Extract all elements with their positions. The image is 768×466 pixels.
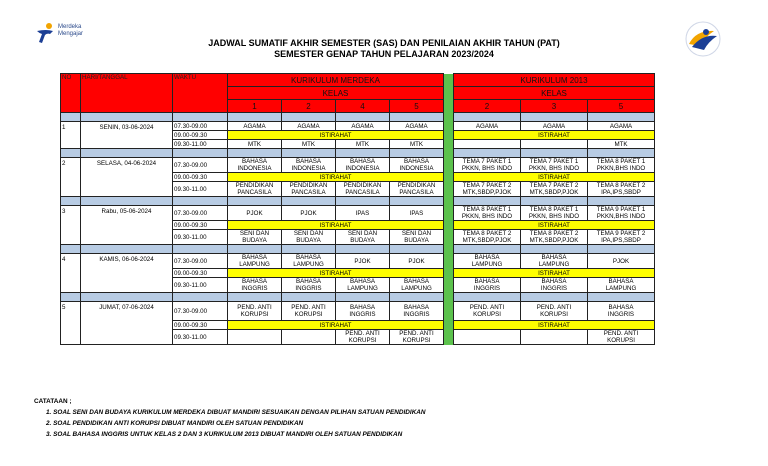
subject-cell: PJOK — [282, 206, 336, 221]
subject-line: TEMA 8 PAKET 2 — [529, 230, 579, 237]
day-date: SELASA, 04-06-2024 — [81, 158, 173, 197]
subject-cell: IPAS — [336, 206, 390, 221]
subject-line: BUDAYA — [350, 237, 375, 244]
subject-cell — [390, 158, 444, 173]
subject-line: TEMA 8 PAKET 2 — [596, 182, 646, 189]
spacer-cell — [228, 149, 282, 158]
subject-line: BUDAYA — [242, 237, 267, 244]
break-label-merdeka: ISTIRAHAT — [228, 221, 444, 230]
subject-line: PKKN,BHS INDO — [596, 165, 646, 172]
subject-cell — [228, 330, 282, 345]
subject-line: MTK,SBDP,PJOK — [529, 189, 579, 196]
subject-line: BAHASA — [608, 278, 634, 285]
day-spacer-row — [61, 293, 655, 302]
subject-line: BUDAYA — [404, 237, 429, 244]
subject-cell: PJOK — [228, 206, 282, 221]
subject-cell — [282, 254, 336, 269]
subject-line: SENI DAN — [347, 230, 378, 237]
time-slot: 09.00-09.30 — [173, 321, 228, 330]
subject-line: PEND. ANTI — [237, 304, 272, 311]
subject-line: TEMA 7 PAKET 1 — [529, 158, 579, 165]
header-kelas-2013: KELAS — [454, 87, 655, 100]
spacer-cell — [228, 197, 282, 206]
subject-cell: AGAMA — [282, 122, 336, 131]
subject-line: KORUPSI — [607, 337, 635, 344]
subject-line: MTK,SBDP,PJOK — [462, 237, 512, 244]
spacer-cell — [454, 197, 521, 206]
subject-cell — [588, 330, 655, 345]
break-label-merdeka: ISTIRAHAT — [228, 321, 444, 330]
subject-line: TEMA 8 PAKET 1 — [596, 158, 646, 165]
subject-cell — [588, 278, 655, 293]
subject-line: INGGRIS — [607, 311, 635, 318]
time-slot: 07.30-09.00 — [173, 122, 228, 131]
subject-cell — [521, 254, 588, 269]
day-date: Rabu, 05-06-2024 — [81, 206, 173, 245]
schedule-row — [61, 254, 655, 269]
spacer-cell — [521, 197, 588, 206]
subject-line: PEND. ANTI — [345, 330, 380, 337]
subject-line: TEMA 8 PAKET 2 — [462, 230, 512, 237]
note-item: 2. SOAL PENDIDIKAN ANTI KORUPSI DIBUAT MANDIRI OLEH SATUAN PENDIDIKAN — [46, 420, 304, 427]
spacer-cell — [173, 197, 228, 206]
subject-cell — [454, 182, 521, 197]
spacer-cell — [61, 113, 81, 122]
subject-line: INGGRIS — [349, 311, 376, 318]
class-number: 4 — [336, 100, 390, 113]
spacer-cell — [228, 245, 282, 254]
header-kurikulum-merdeka: KURIKULUM MERDEKA — [228, 74, 444, 87]
day-number: 2 — [61, 158, 81, 197]
spacer-cell — [588, 293, 655, 302]
subject-cell: AGAMA — [588, 122, 655, 131]
subject-line: KORUPSI — [348, 337, 377, 344]
subject-line: LAMPUNG — [471, 261, 503, 268]
subject-line: PENDIDIKAN — [289, 182, 328, 189]
spacer-cell — [454, 149, 521, 158]
time-slot: 09.00-09.30 — [173, 221, 228, 230]
day-spacer-row — [61, 149, 655, 158]
day-number: 3 — [61, 206, 81, 245]
subject-cell — [454, 230, 521, 245]
subject-line: BAHASA — [295, 254, 322, 261]
day-spacer-row — [61, 245, 655, 254]
header-date: HARI/TANGGAL — [81, 74, 173, 113]
subject-cell — [390, 182, 444, 197]
spacer-cell — [390, 293, 444, 302]
spacer-cell — [81, 113, 173, 122]
schedule-row — [61, 158, 655, 173]
subject-line: PENDIDIKAN — [397, 182, 436, 189]
time-slot: 09.30-11.00 — [173, 230, 228, 245]
time-slot: 09.00-09.30 — [173, 173, 228, 182]
subject-line: KORUPSI — [294, 311, 323, 318]
subject-cell: PJOK — [390, 254, 444, 269]
subject-line: TEMA 7 PAKET 2 — [529, 182, 579, 189]
subject-cell: PJOK — [588, 254, 655, 269]
subject-line: PEND. ANTI — [603, 330, 639, 337]
spacer-cell — [390, 113, 444, 122]
note-item: 1. SOAL SENI DAN BUDAYA KURIKULUM MERDEKA DIBUAT MANDIRI SESUAIKAN DENGAN PILIHAN SATUAN PENDIDIKAN — [46, 409, 426, 416]
subject-line: SENI DAN — [239, 230, 270, 237]
day-number: 5 — [61, 302, 81, 345]
break-label-merdeka: ISTIRAHAT — [228, 173, 444, 182]
subject-line: BAHASA — [541, 278, 567, 285]
subject-cell — [390, 278, 444, 293]
schedule-row — [61, 206, 655, 221]
subject-line: BAHASA — [403, 158, 430, 165]
subject-cell — [454, 254, 521, 269]
subject-cell — [282, 230, 336, 245]
subject-line: BAHASA — [241, 158, 268, 165]
subject-line: PANCASILA — [399, 189, 434, 196]
subject-line: KORUPSI — [473, 311, 501, 318]
subject-cell — [336, 230, 390, 245]
curriculum-divider — [444, 74, 454, 345]
break-label-merdeka: ISTIRAHAT — [228, 131, 444, 140]
subject-line: TEMA 8 PAKET 1 — [462, 206, 512, 213]
spacer-cell — [228, 113, 282, 122]
subject-cell: MTK — [390, 140, 444, 149]
subject-cell — [390, 230, 444, 245]
time-slot: 09.00-09.30 — [173, 131, 228, 140]
class-number: 5 — [588, 100, 655, 113]
spacer-cell — [282, 149, 336, 158]
time-slot: 07.30-09.00 — [173, 254, 228, 269]
subject-cell — [588, 302, 655, 321]
subject-line: LAMPUNG — [347, 285, 378, 292]
subject-line: PEND. ANTI — [399, 330, 434, 337]
subject-line: PKKN, BHS INDO — [461, 165, 513, 172]
subject-cell: AGAMA — [454, 122, 521, 131]
logo-text-mengajar: Mengajar — [58, 31, 84, 37]
class-number: 5 — [390, 100, 444, 113]
spacer-cell — [173, 293, 228, 302]
subject-cell — [521, 182, 588, 197]
spacer-cell — [61, 149, 81, 158]
subject-cell — [521, 302, 588, 321]
subject-line: KORUPSI — [540, 311, 568, 318]
subject-line: PKKN, BHS INDO — [528, 213, 580, 220]
subject-cell — [228, 254, 282, 269]
subject-cell — [282, 330, 336, 345]
subject-cell — [521, 230, 588, 245]
subject-cell — [588, 182, 655, 197]
subject-cell — [228, 230, 282, 245]
subject-cell — [336, 330, 390, 345]
subject-line: INGGRIS — [540, 285, 568, 292]
spacer-cell — [282, 113, 336, 122]
spacer-cell — [336, 149, 390, 158]
subject-line: IPA,IPS,SBDP — [601, 189, 641, 196]
spacer-cell — [81, 197, 173, 206]
break-label-2013: ISTIRAHAT — [454, 131, 655, 140]
time-slot: 07.30-09.00 — [173, 206, 228, 221]
spacer-cell — [521, 245, 588, 254]
subject-cell: AGAMA — [521, 122, 588, 131]
subject-cell — [588, 158, 655, 173]
break-label-merdeka: ISTIRAHAT — [228, 269, 444, 278]
subject-line: PKKN, BHS INDO — [528, 165, 580, 172]
time-slot: 09.30-11.00 — [173, 140, 228, 149]
subject-cell — [228, 182, 282, 197]
subject-line: INGGRIS — [241, 285, 268, 292]
subject-cell — [282, 182, 336, 197]
subject-line: TEMA 8 PAKET 1 — [529, 206, 579, 213]
subject-line: LAMPUNG — [401, 285, 432, 292]
exam-schedule-table — [60, 73, 655, 345]
subject-line: BAHASA — [349, 304, 376, 311]
subject-line: INGGRIS — [473, 285, 501, 292]
subject-cell — [336, 278, 390, 293]
subject-line: BAHASA — [241, 254, 268, 261]
subject-line: BAHASA — [349, 278, 376, 285]
subject-line: PENDIDIKAN — [235, 182, 274, 189]
subject-line: PEND. ANTI — [469, 304, 505, 311]
spacer-cell — [588, 149, 655, 158]
subject-line: SENI DAN — [401, 230, 432, 237]
header-no: NO — [61, 74, 81, 113]
subject-cell — [228, 278, 282, 293]
subject-line: INDONESIA — [345, 165, 380, 172]
spacer-cell — [282, 245, 336, 254]
spacer-cell — [61, 245, 81, 254]
day-number: 1 — [61, 122, 81, 149]
subject-line: BAHASA — [295, 278, 322, 285]
subject-cell — [521, 278, 588, 293]
spacer-cell — [454, 293, 521, 302]
subject-line: PKKN,BHS INDO — [596, 213, 646, 220]
time-slot: 09.30-11.00 — [173, 330, 228, 345]
subject-line: TEMA 9 PAKET 2 — [596, 230, 646, 237]
spacer-cell — [336, 197, 390, 206]
subject-line: BAHASA — [541, 254, 567, 261]
day-date: KAMIS, 06-06-2024 — [81, 254, 173, 293]
spacer-cell — [521, 293, 588, 302]
spacer-cell — [588, 113, 655, 122]
merdeka-mengajar-logo — [34, 20, 94, 46]
subject-line: BUDAYA — [296, 237, 321, 244]
subject-cell — [390, 330, 444, 345]
spacer-cell — [390, 245, 444, 254]
subject-line: BAHASA — [474, 254, 500, 261]
spacer-cell — [390, 197, 444, 206]
subject-cell — [454, 158, 521, 173]
note-item: 3. SOAL BAHASA INGGRIS UNTUK KELAS 2 DAN 3 KURIKULUM 2013 DIBUAT MANDIRI OLEH SATUAN PENDIDIKAN — [46, 431, 403, 438]
subject-cell — [282, 302, 336, 321]
subject-cell: MTK — [336, 140, 390, 149]
subject-line: MTK,SBDP,PJOK — [462, 189, 512, 196]
schedule-row — [61, 302, 655, 321]
subject-line: KORUPSI — [402, 337, 431, 344]
subject-cell — [454, 278, 521, 293]
subject-line: TEMA 7 PAKET 2 — [462, 182, 512, 189]
subject-cell — [521, 158, 588, 173]
subject-line: BAHASA — [403, 304, 430, 311]
subject-cell — [454, 302, 521, 321]
subject-cell: MTK — [282, 140, 336, 149]
subject-line: PANCASILA — [345, 189, 380, 196]
spacer-cell — [336, 293, 390, 302]
time-slot: 07.30-09.00 — [173, 302, 228, 321]
notes-heading: CATATAAN ; — [34, 398, 72, 405]
class-number: 2 — [454, 100, 521, 113]
subject-line: INGGRIS — [403, 311, 430, 318]
header-time: WAKTU — [173, 74, 228, 113]
subject-cell: AGAMA — [228, 122, 282, 131]
subject-line: TEMA 7 PAKET 1 — [462, 158, 512, 165]
spacer-cell — [61, 197, 81, 206]
subject-line: BAHASA — [608, 304, 634, 311]
subject-line: PEND. ANTI — [291, 304, 326, 311]
schedule-row — [61, 122, 655, 131]
subject-cell — [521, 206, 588, 221]
day-spacer-row — [61, 197, 655, 206]
subject-line: INDONESIA — [399, 165, 434, 172]
subject-cell — [228, 302, 282, 321]
spacer-cell — [81, 245, 173, 254]
subject-cell — [282, 278, 336, 293]
subject-cell — [588, 206, 655, 221]
subject-line: LAMPUNG — [538, 261, 570, 268]
subject-line: PKKN, BHS INDO — [461, 213, 513, 220]
spacer-cell — [336, 245, 390, 254]
spacer-cell — [61, 293, 81, 302]
subject-line: KORUPSI — [240, 311, 269, 318]
person-icon — [34, 22, 56, 44]
subject-line: INDONESIA — [291, 165, 326, 172]
subject-cell — [228, 158, 282, 173]
class-number: 2 — [282, 100, 336, 113]
subject-cell — [336, 158, 390, 173]
break-label-2013: ISTIRAHAT — [454, 221, 655, 230]
subject-line: BAHASA — [349, 158, 376, 165]
subject-line: LAMPUNG — [293, 261, 324, 268]
subject-cell — [454, 140, 521, 149]
subject-line: INDONESIA — [237, 165, 272, 172]
break-label-2013: ISTIRAHAT — [454, 321, 655, 330]
spacer-cell — [521, 113, 588, 122]
spacer-cell — [454, 113, 521, 122]
page-subtitle: SEMESTER GENAP TAHUN PELAJARAN 2023/2024 — [274, 49, 494, 59]
subject-cell — [521, 140, 588, 149]
subject-line: INGGRIS — [295, 285, 322, 292]
spacer-cell — [454, 245, 521, 254]
header-kurikulum-2013: KURIKULUM 2013 — [454, 74, 655, 87]
subject-cell: PJOK — [336, 254, 390, 269]
time-slot: 07.30-09.00 — [173, 158, 228, 173]
subject-line: BAHASA — [403, 278, 430, 285]
subject-cell: AGAMA — [336, 122, 390, 131]
header-kelas-merdeka: KELAS — [228, 87, 444, 100]
subject-line: IPA,IPS,SBDP — [601, 237, 641, 244]
subject-cell — [390, 302, 444, 321]
subject-cell — [454, 330, 521, 345]
subject-cell — [588, 230, 655, 245]
subject-cell — [282, 158, 336, 173]
subject-line: PENDIDIKAN — [343, 182, 382, 189]
day-date: JUMAT, 07-06-2024 — [81, 302, 173, 345]
spacer-cell — [173, 245, 228, 254]
page-title: JADWAL SUMATIF AKHIR SEMESTER (SAS) DAN PENILAIAN AKHIR TAHUN (PAT) — [208, 38, 560, 48]
subject-line: PEND. ANTI — [536, 304, 572, 311]
subject-line: SENI DAN — [293, 230, 324, 237]
subject-line: LAMPUNG — [239, 261, 270, 268]
time-slot: 09.30-11.00 — [173, 182, 228, 197]
subject-line: PANCASILA — [237, 189, 272, 196]
break-label-2013: ISTIRAHAT — [454, 269, 655, 278]
subject-cell — [336, 182, 390, 197]
subject-line: TEMA 9 PAKET 1 — [596, 206, 646, 213]
break-label-2013: ISTIRAHAT — [454, 173, 655, 182]
spacer-cell — [588, 245, 655, 254]
subject-line: PANCASILA — [291, 189, 326, 196]
subject-cell: AGAMA — [390, 122, 444, 131]
subject-cell: IPAS — [390, 206, 444, 221]
subject-line: LAMPUNG — [605, 285, 637, 292]
spacer-cell — [173, 113, 228, 122]
time-slot: 09.00-09.30 — [173, 269, 228, 278]
spacer-cell — [588, 197, 655, 206]
kurikulum-merdeka-emblem-icon — [684, 20, 722, 58]
spacer-cell — [81, 149, 173, 158]
spacer-cell — [228, 293, 282, 302]
spacer-cell — [521, 149, 588, 158]
notes-section — [34, 396, 426, 440]
subject-line: MTK,SBDP,PJOK — [529, 237, 579, 244]
subject-cell: MTK — [588, 140, 655, 149]
spacer-cell — [390, 149, 444, 158]
subject-line: BAHASA — [241, 278, 268, 285]
subject-cell — [336, 302, 390, 321]
class-number: 1 — [228, 100, 282, 113]
spacer-cell — [282, 293, 336, 302]
spacer-cell — [173, 149, 228, 158]
spacer-cell — [282, 197, 336, 206]
subject-cell — [454, 206, 521, 221]
subject-cell — [521, 330, 588, 345]
subject-cell: MTK — [228, 140, 282, 149]
subject-line: BAHASA — [295, 158, 322, 165]
logo-text-merdeka: Merdeka — [58, 24, 82, 30]
time-slot: 09.30-11.00 — [173, 278, 228, 293]
day-number: 4 — [61, 254, 81, 293]
class-number: 3 — [521, 100, 588, 113]
spacer-cell — [336, 113, 390, 122]
subject-line: BAHASA — [474, 278, 500, 285]
day-date: SENIN, 03-06-2024 — [81, 122, 173, 149]
spacer-cell — [81, 293, 173, 302]
day-spacer-row — [61, 113, 655, 122]
